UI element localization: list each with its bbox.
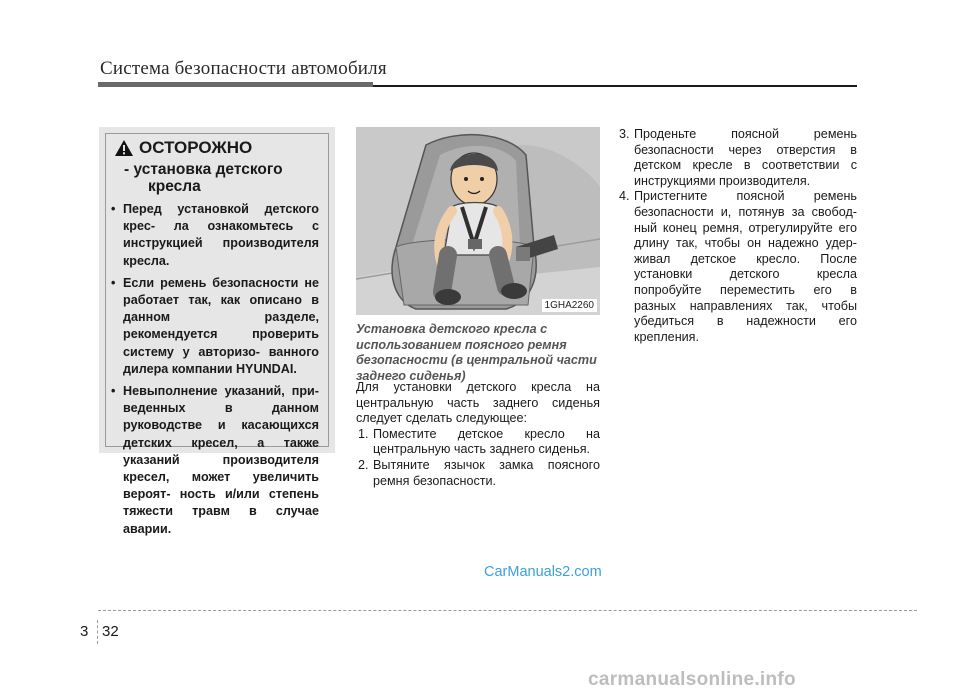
step-item — [356, 458, 600, 489]
caution-item: • Если ремень безопасности не работает так, как описано в данном разделе, рекомендуется проверить систему у авторизо- ванного дилера компании HYUNDAI. — [109, 275, 319, 378]
step-text: Пристегните поясной ремень безопасности и, потянув за свобод- ный конец ремня, отрегулируйте его длину так, чтобы он надежно удер- живал детское кресло. После установки детского кресла попробуйте переместить его в разных направлениях так, чтобы убедиться в надежности его крепления. — [634, 189, 857, 344]
caution-item: • Перед установкой детского крес- ла ознакомьтесь с инструкцией производителя кресла. — [109, 201, 319, 270]
page-number-separator — [97, 620, 98, 644]
step-item — [617, 189, 857, 345]
caution-box — [99, 127, 335, 536]
step-number: 2. — [358, 457, 369, 472]
footer-rule — [98, 610, 917, 611]
child-seat-drawing — [356, 127, 600, 315]
caution-list — [109, 201, 325, 538]
step-number: 4. — [619, 189, 630, 204]
caution-subtitle-line1: - установка детского — [124, 161, 283, 178]
step-number: 1. — [358, 426, 369, 441]
step-text: Проденьте поясной ремень безопасности через отверстия в детском кресле в соответствии с инструкциями производителя. — [634, 127, 857, 188]
section-intro: Для установки детского кресла на центральную часть заднего сиденья следует сделать следующее: — [356, 380, 600, 426]
header-rule-thick — [98, 82, 373, 87]
step-number: 3. — [619, 127, 630, 141]
chapter-number: 3 — [80, 623, 89, 640]
site-watermark[interactable]: CarManuals2.com — [484, 564, 602, 580]
section-caption: Установка детского кресла с использованием поясного ремня безопасности (в центральной части заднего сиденья) — [356, 322, 597, 383]
page-header-title: Система безопасности автомобиля — [100, 58, 387, 79]
step-item — [617, 127, 857, 189]
step-item — [356, 427, 600, 458]
header-rule-thin — [373, 85, 857, 87]
warning-triangle-icon — [114, 139, 134, 157]
caution-header — [114, 138, 325, 158]
figure-code: 1GHA2260 — [542, 299, 597, 312]
caution-subtitle-line2: кресла — [148, 178, 201, 195]
caution-subtitle — [124, 161, 325, 195]
step-text: Поместите детское кресло на центральную часть заднего сиденья. — [373, 426, 600, 457]
page-number: 32 — [102, 623, 119, 640]
section-body-left — [356, 380, 600, 489]
section-body-right — [617, 127, 857, 345]
step-text: Вытяните язычок замка поясного ремня безопасности. — [373, 457, 600, 488]
caution-item: • Невыполнение указаний, при- веденных в данном руководстве и касающихся детских кресел, а также указаний производителя кресел, может увеличить вероят- ность и/или степень тяжести травм в случае аварии. — [109, 383, 319, 538]
child-seat-illustration — [356, 127, 600, 315]
bottom-watermark[interactable]: carmanualsonline.info — [588, 669, 796, 690]
caution-title: ОСТОРОЖНО — [139, 138, 253, 157]
